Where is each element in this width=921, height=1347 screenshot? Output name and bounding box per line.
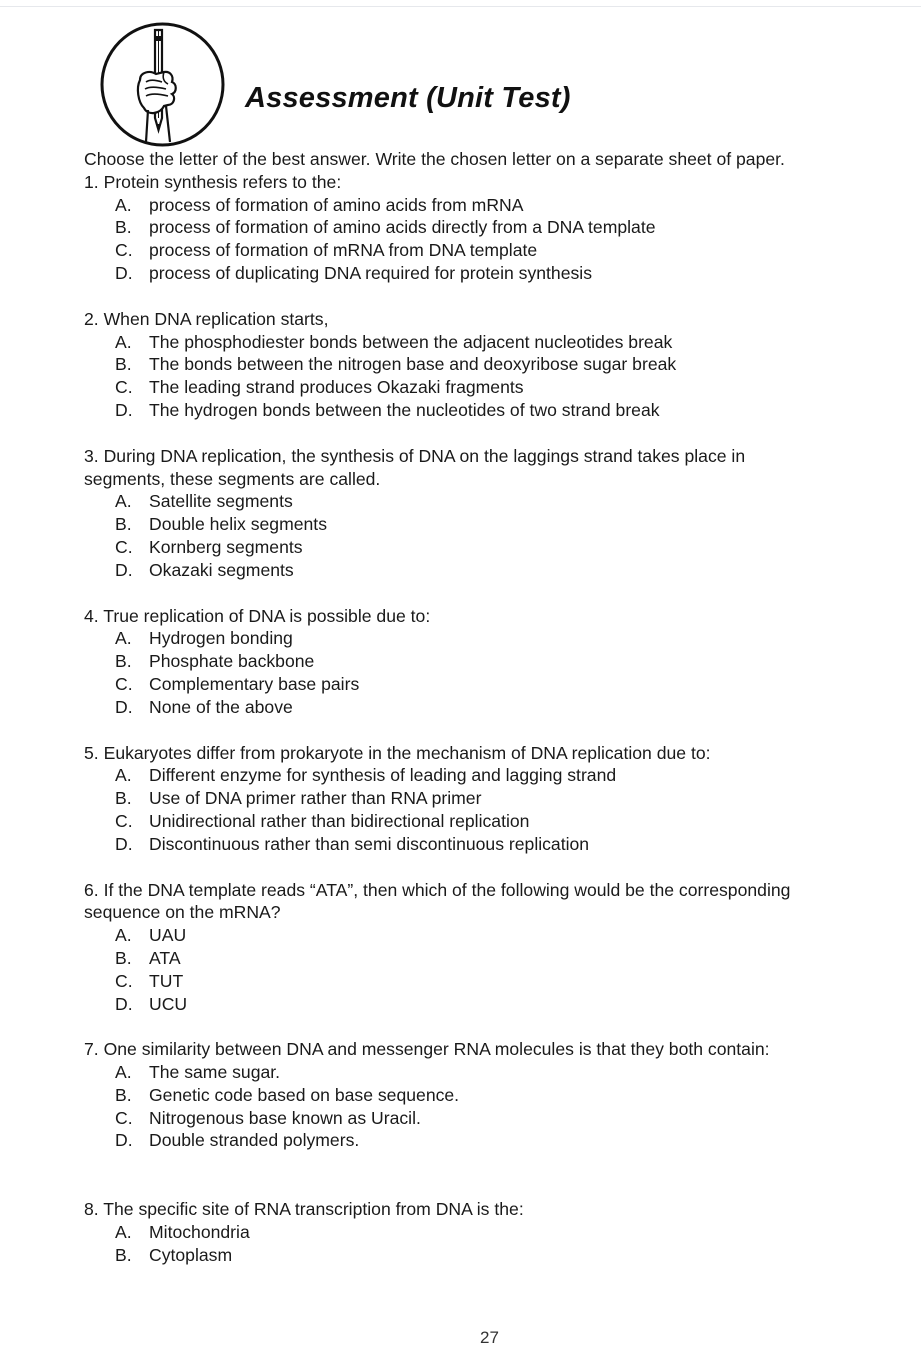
option-text: The bonds between the nitrogen base and deoxyribose sugar break: [149, 354, 677, 375]
option-letter: B.: [115, 651, 132, 672]
option-text: Phosphate backbone: [149, 651, 315, 672]
option-text: Unidirectional rather than bidirectional replication: [149, 810, 530, 831]
assessment-header: [100, 22, 820, 147]
option-letter: A.: [115, 1222, 132, 1243]
option-letter: D.: [115, 696, 133, 717]
option-c[interactable]: [84, 536, 904, 559]
option-b[interactable]: [84, 650, 904, 673]
option-a[interactable]: [84, 627, 904, 650]
option-d[interactable]: [84, 1129, 904, 1152]
option-a[interactable]: [84, 490, 904, 513]
option-letter: D.: [115, 262, 133, 283]
question-text: [84, 308, 904, 331]
hand-holding-pencil-icon: [100, 22, 225, 147]
answer-options: [84, 194, 904, 285]
option-c[interactable]: [84, 810, 904, 833]
option-d[interactable]: [84, 993, 904, 1016]
question-number: 6.: [84, 879, 99, 900]
option-text: The hydrogen bonds between the nucleotides of two strand break: [149, 399, 660, 420]
option-letter: D.: [115, 833, 133, 854]
option-text: The same sugar.: [149, 1062, 281, 1083]
option-letter: C.: [115, 536, 133, 557]
spacer: [84, 285, 904, 308]
page-title: Assessment (Unit Test): [245, 82, 571, 114]
option-letter: B.: [115, 947, 132, 968]
question-number: 3.: [84, 445, 99, 466]
option-text: TUT: [149, 970, 184, 991]
option-a[interactable]: [84, 194, 904, 217]
option-letter: B.: [115, 788, 132, 809]
question-text: [84, 1038, 904, 1061]
answer-options: [84, 764, 904, 855]
question-6: [84, 879, 904, 1016]
question-5: [84, 742, 904, 856]
option-letter: B.: [115, 514, 132, 535]
answer-options: [84, 490, 904, 581]
question-2: [84, 308, 904, 422]
option-c[interactable]: [84, 970, 904, 993]
option-letter: D.: [115, 993, 133, 1014]
option-c[interactable]: [84, 673, 904, 696]
option-b[interactable]: [84, 1244, 904, 1267]
option-letter: C.: [115, 810, 133, 831]
option-letter: D.: [115, 1130, 133, 1151]
question-text: [84, 605, 904, 628]
option-text: process of formation of amino acids directly from a DNA template: [149, 217, 656, 238]
option-text: Double stranded polymers.: [149, 1130, 360, 1151]
option-letter: D.: [115, 559, 133, 580]
option-letter: B.: [115, 217, 132, 238]
question-prompt: If the DNA template reads “ATA”, then which of the following would be the corresponding: [103, 879, 791, 900]
question-7: [84, 1038, 904, 1152]
option-a[interactable]: [84, 1221, 904, 1244]
option-letter: A.: [115, 925, 132, 946]
spacer: [84, 856, 904, 879]
instructions-text: Choose the letter of the best answer. Write the chosen letter on a separate sheet of paper.: [84, 149, 785, 169]
question-text: [84, 445, 904, 468]
option-b[interactable]: [84, 1084, 904, 1107]
question-prompt-continued: sequence on the mRNA?: [84, 902, 281, 923]
option-text: process of duplicating DNA required for protein synthesis: [149, 262, 593, 283]
question-prompt-continued: segments, these segments are called.: [84, 468, 381, 489]
option-text: Complementary base pairs: [149, 673, 360, 694]
spacer: [84, 1015, 904, 1038]
option-text: Use of DNA primer rather than RNA primer: [149, 788, 482, 809]
question-text: [84, 742, 904, 765]
question-prompt: One similarity between DNA and messenger RNA molecules is that they both contain:: [103, 1039, 770, 1060]
test-content: [84, 148, 904, 1267]
option-text: Different enzyme for synthesis of leading and lagging strand: [149, 765, 617, 786]
answer-options: [84, 627, 904, 718]
option-d[interactable]: [84, 833, 904, 856]
option-text: Cytoplasm: [149, 1244, 233, 1265]
option-b[interactable]: [84, 353, 904, 376]
option-letter: A.: [115, 331, 132, 352]
option-b[interactable]: [84, 513, 904, 536]
spacer: [84, 1152, 904, 1198]
question-number: 7.: [84, 1039, 99, 1060]
spacer: [84, 422, 904, 445]
option-text: Mitochondria: [149, 1222, 250, 1243]
question-1: [84, 171, 904, 285]
option-letter: A.: [115, 194, 132, 215]
top-divider: [0, 6, 921, 7]
option-text: The phosphodiester bonds between the adjacent nucleotides break: [149, 331, 673, 352]
question-number: 2.: [84, 308, 99, 329]
option-letter: C.: [115, 377, 133, 398]
option-text: Okazaki segments: [149, 559, 294, 580]
question-number: 4.: [84, 605, 99, 626]
question-prompt: True replication of DNA is possible due to:: [103, 605, 431, 626]
question-number: 5.: [84, 742, 99, 763]
question-prompt: The specific site of RNA transcription from DNA is the:: [103, 1199, 524, 1220]
question-prompt: Protein synthesis refers to the:: [103, 171, 342, 192]
spacer: [84, 719, 904, 742]
option-letter: A.: [115, 1062, 132, 1083]
option-text: Discontinuous rather than semi discontinuous replication: [149, 833, 590, 854]
question-text: [84, 171, 904, 194]
option-d[interactable]: [84, 399, 904, 422]
option-a[interactable]: [84, 331, 904, 354]
option-letter: B.: [115, 1244, 132, 1265]
option-letter: C.: [115, 240, 133, 261]
option-text: Genetic code based on base sequence.: [149, 1084, 460, 1105]
question-prompt: During DNA replication, the synthesis of DNA on the laggings strand takes place in: [103, 445, 746, 466]
page-number: 27: [480, 1328, 499, 1347]
option-letter: A.: [115, 628, 132, 649]
question-number: 1.: [84, 171, 99, 192]
option-text: process of formation of amino acids from mRNA: [149, 194, 524, 215]
option-b[interactable]: [84, 947, 904, 970]
option-text: UAU: [149, 925, 187, 946]
option-text: ATA: [149, 947, 181, 968]
option-text: The leading strand produces Okazaki fragments: [149, 377, 524, 398]
option-letter: B.: [115, 354, 132, 375]
option-text: Double helix segments: [149, 514, 327, 535]
option-b[interactable]: [84, 216, 904, 239]
answer-options: [84, 1221, 904, 1267]
option-d[interactable]: [84, 559, 904, 582]
option-text: UCU: [149, 993, 188, 1014]
option-b[interactable]: [84, 787, 904, 810]
option-text: Kornberg segments: [149, 536, 303, 557]
answer-options: [84, 331, 904, 422]
option-letter: C.: [115, 970, 133, 991]
option-c[interactable]: [84, 239, 904, 262]
option-d[interactable]: [84, 262, 904, 285]
option-letter: B.: [115, 1084, 132, 1105]
question-8: [84, 1198, 904, 1266]
question-text: [84, 879, 904, 902]
option-letter: C.: [115, 1107, 133, 1128]
option-letter: C.: [115, 673, 133, 694]
option-text: Hydrogen bonding: [149, 628, 293, 649]
option-a[interactable]: [84, 764, 904, 787]
option-c[interactable]: [84, 1107, 904, 1130]
option-letter: D.: [115, 399, 133, 420]
question-number: 8.: [84, 1199, 99, 1220]
answer-options: [84, 1061, 904, 1152]
option-letter: A.: [115, 765, 132, 786]
option-text: None of the above: [149, 696, 293, 717]
option-text: Nitrogenous base known as Uracil.: [149, 1107, 421, 1128]
option-a[interactable]: [84, 1061, 904, 1084]
question-4: [84, 605, 904, 719]
option-a[interactable]: [84, 924, 904, 947]
option-d[interactable]: [84, 696, 904, 719]
spacer: [84, 582, 904, 605]
option-text: process of formation of mRNA from DNA template: [149, 240, 538, 261]
question-prompt: When DNA replication starts,: [103, 308, 329, 329]
option-c[interactable]: [84, 376, 904, 399]
option-letter: A.: [115, 491, 132, 512]
question-3: [84, 445, 904, 582]
option-text: Satellite segments: [149, 491, 293, 512]
question-prompt: Eukaryotes differ from prokaryote in the mechanism of DNA replication due to:: [103, 742, 711, 763]
question-text: [84, 1198, 904, 1221]
answer-options: [84, 924, 904, 1015]
